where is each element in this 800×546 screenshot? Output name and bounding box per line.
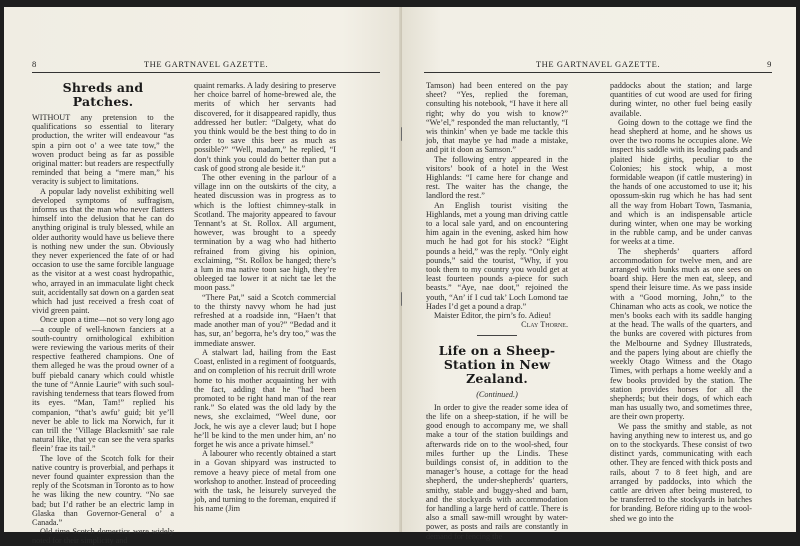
paragraph: A labourer who recently obtained a start in a Govan shipyard was instructed to remove a heavy piece of metal from one workshop to another. Instead of proceeding with the task, he leisurely surveyed the job, and turning to the foreman, enquired if his name (Jim	[194, 449, 336, 514]
author-signature: Clay Thorne.	[521, 320, 568, 330]
paragraph: An English tourist visiting the Highlands, met a young man driving cattle to a local sale yard, and on encountering him again in the evening, asked him how much he had got for his stock? “Eight pounds a heid,” was the reply. “Only eight pounds,” said the tourist, “Why, if you took them to my country you would get at least fourteen pounds a-piece for such beasts.” “Aye, nae doot,” rejoined the youth, “An’ if I cud tak’ Loch Lomond tae Hades I’d get a pound a drap.”	[426, 200, 568, 311]
paragraph: The following entry appeared in the visitors’ book of a hotel in the West Highlands: “I came here for change and rest. The waiter has the change, the landlord the rest.”	[426, 154, 568, 201]
paragraph: We pass the smithy and stable, as not having anything new to interest us, and go on to the stockyards. These consist of two distinct yards, communicating with each other. They are fenced with thick posts and rails, about 7 to 8 feet high, and are arranged by paddocks, into which the cattle are driven after being mustered, to be transferred to the stockyards in batches for branding. Before riding up to the wool-shed we go into the	[610, 421, 752, 523]
right-column-1	[426, 81, 568, 541]
paragraph: Tamson) had been entered on the pay sheet? “Yes, replied the foreman, consulting his notebook, “I have it here all right; why do you wish to know?” “We’el,” responded the man reluctantly, “I wis thinkin’ when ye bade me tackle this job, that maybe ye had made a mistake, and pit it doon as Samson.”	[426, 81, 568, 155]
paragraph: Old time Scotch domestics were widely noted for their simplicity and	[32, 527, 174, 546]
page-number: 9	[767, 59, 772, 69]
running-head-title: THE GARTNAVEL GAZETTE.	[535, 59, 661, 69]
paragraph: paddocks about the station; and large quantities of cut wood are used for firing during winter, no other fuel being easily available.	[610, 81, 752, 118]
section-divider	[477, 335, 517, 336]
right-page	[402, 7, 796, 541]
paragraph: “There Pat,” said a Scotch commercial to the thirsty navvy whom he had just refreshed at a roadside inn, “Haen’t that made another man of you?” “Bedad and it has, sur, an’ begorra, he’s dry too,” was the immediate answer.	[194, 292, 336, 348]
running-header	[32, 59, 380, 73]
paragraph: A popular lady novelist exhibiting well developed symptoms of suffragism, informs us that the man who never flatters himself into the delusion that he can do anything original is truly blessed, while an older authority would have us believe there is nothing new under the sun. Obviously they never experienced the fate of or had occasion to use the same forcible language as the visitor at a west coast hydropathic, who, arrayed in an immaculate light check suit, accidentally sat down on a garden seat which had just received a fresh coat of vivid green paint.	[32, 186, 174, 316]
left-page	[4, 7, 402, 546]
paragraph: The other evening in the parlour of a village inn on the outskirts of the city, a heated discussion was in progress as to which is the loftiest chimney-stalk in Scotland. The majority appeared to favour Tennant’s at St. Rollox. All argument, however, was brought to a speedy termination by a wag who had hitherto refrained from giving his opinion, exclaiming, “St. Rollox be hanged; there’s a lum in ma native toon sae high, they’re obleeged tae lower it at nicht tae let the moon pass.”	[194, 173, 336, 293]
header-rule	[424, 72, 772, 73]
paragraph: The love of the Scotch folk for their native country is proverbial, and perhaps it never found quainter expression than the reply of the Scotsman in Toronto as to how he was liking the new country. “No sae bad; but I’d rather be an electric lamp in Glaska than Governor-General o’ a Canada.”	[32, 453, 174, 527]
running-head-title: THE GARTNAVEL GAZETTE.	[143, 59, 269, 69]
paragraph: The shepherds’ quarters afford accommodation for twelve men, and are arranged with bunks much as one sees on board ship. Here the men eat, sleep, and spend their leisure time. As we pass inside with a “Good morning, John,” to the Chinaman who acts as cook, we notice the men’s books each with its saddle hanging at the head. The walls of the quarters, and the bunks are covered with pictures from the Melbourne and Sydney Illustrateds, and the papers lying about are chiefly the weekly Otago Witness and the Otago Times, with perhaps a home weekly and a few books provided by the station. The station provides horses for all the shepherds; but their dogs, of which each man has usually two, and sometimes three, are their own property.	[610, 246, 752, 422]
header-rule	[32, 72, 380, 73]
page-number: 8	[32, 59, 37, 69]
paragraph: WITHOUT any pretension to the qualifications so essential to literary production, the writer will endeavour “as spin a pirn oot o’ a wee tate tow,” the woven product being as far as possible original matter: but readers are respectfully reminded that being a “mere man,” his veracity is subject to limitations.	[32, 113, 174, 187]
paragraph: quaint remarks. A lady desiring to preserve her choice barrel of home-brewed ale, the merits of which her servants had discovered, for it disappeared rapidly, thus addressed her butler: “Dalgety, what do you think would be the best thing to do in order to save this beer as much as possible?” “Well, madam,” he replied, “I don’t think you could do better than put a cask of good strong ale beside it.”	[194, 81, 336, 173]
left-column-2	[194, 81, 336, 514]
article-subtitle: (Continued.)	[476, 390, 518, 400]
paragraph: A stalwart lad, hailing from the East Coast, enlisted in a regiment of footguards, and on completion of his recruit drill wrote home to his mother acquainting her with the fact, adding that he “had been promoted to be right hand man of the rear rank.” So elated was the old lady by the news, she exclaimed, “Weel dune, oor Jock, he wis aye a clever laud; but I hope he’ll be kind to the men under him, an’ no forget he wis ance a private himsel.”	[194, 347, 336, 449]
left-column-1	[32, 81, 174, 546]
magazine-spread	[0, 7, 800, 546]
paragraph: Once upon a time—not so very long ago—a couple of well-known fanciers at a south-country ornithological exhibition were reviewing the various merits of their respective feathered champions. One of them alleged he was the proud owner of a buff piebald canary which could whistle the tune of “Annie Laurie” with such soul-ravishing tenderness that tears flowed from its eyes. “Man, Tam!” replied his companion, “that’s awfu’ guid; bit ye’ll never be able to lick ma Norwich, fur it can trill the ‘Village Blacksmith’ sae rale natural like, that ye can see the vera sparks fleein’ frae its tail.”	[32, 315, 174, 454]
paragraph: Going down to the cottage we find the head shepherd at home, and he shows us over the two rooms he occupies alone. We inspect his saddle with its leading pads and plaited hide girths, peculiar to the Colonies; his stock whip, a most formidable weapon (if cattle mustering) in the hands of one accustomed to use it; his opossum-skin rug which he has had sent all the way from Hobart Town, Tasmania, and which is an indispensable article during winter, when one may be working in the rubble camp, and be under canvas for weeks at a time.	[610, 117, 752, 247]
paragraph: Maister Editor, the pirn’s fo. Adieu!	[434, 311, 552, 321]
running-header	[424, 59, 772, 73]
article-title: Life on a Sheep-Station in New Zealand.	[438, 343, 556, 387]
paragraph: In order to give the reader some idea of the life on a sheep-station, if he will be good enough to accompany me, we shall make a tour of the station buildings and afterwards ride on to the wool-shed, four miles further up the Lindis. These buildings consist of, in addition to the manager’s house, a cottage for the head shepherd, the under-shepherds’ quarters, smithy, stable and buggy-shed and barn, and the stockyards with accommodation for handling a large herd of cattle. There is also a small saw-mill wrought by water-power, as posts and rails are constantly in demand for fencing the	[426, 402, 568, 541]
article-title: Shreds and Patches.	[62, 80, 144, 109]
right-column-2	[610, 81, 752, 523]
